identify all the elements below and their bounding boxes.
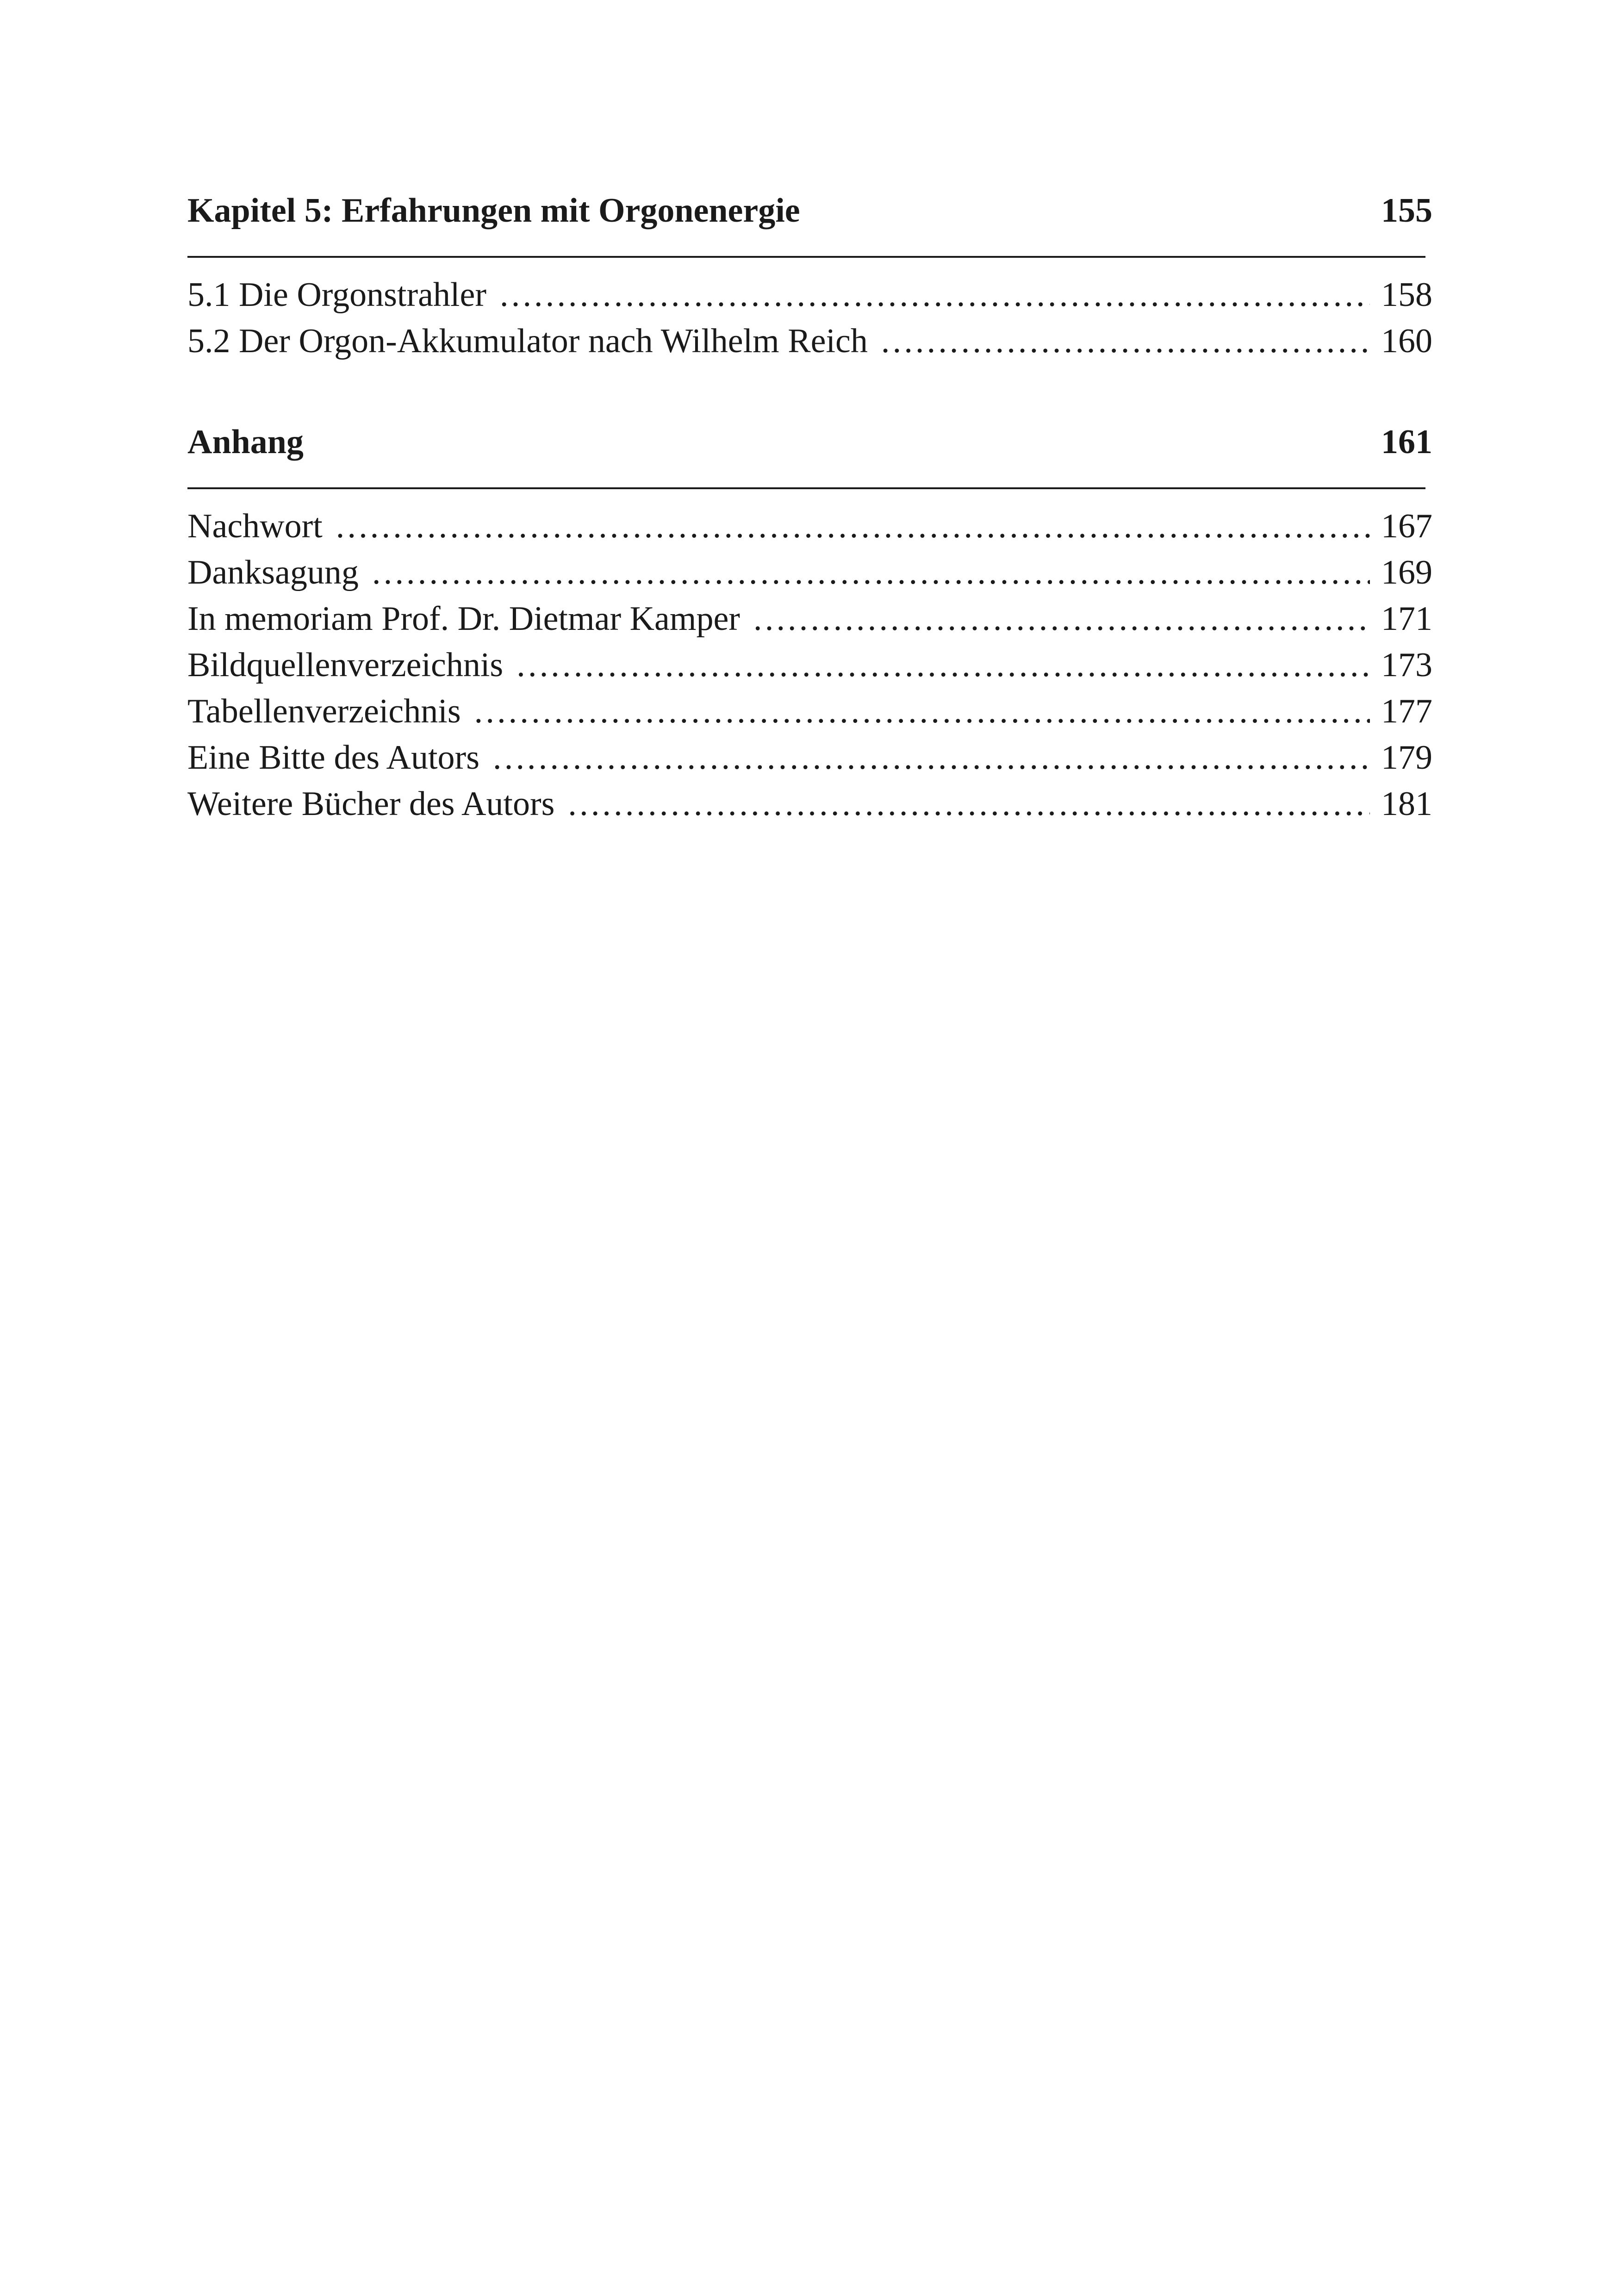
dot-leader	[473, 688, 1370, 734]
toc-entry[interactable]	[187, 642, 1432, 688]
dot-leader	[335, 503, 1370, 549]
toc-entry-page: 167	[1381, 507, 1432, 545]
section-heading-title: Kapitel 5: Erfahrungen mit Orgonenergie	[187, 192, 800, 230]
toc-entry-page: 169	[1381, 554, 1432, 591]
toc-entry-title: 5.1 Die Orgonstrahler	[187, 276, 486, 314]
toc-entry[interactable]	[187, 688, 1432, 734]
toc-entry-page: 181	[1381, 785, 1432, 823]
toc-entry[interactable]	[187, 734, 1432, 781]
toc-entry-title: 5.2 Der Orgon-Akkumulator nach Wilhelm Reich	[187, 322, 868, 360]
toc-entry[interactable]	[187, 596, 1432, 642]
toc-entry-title: In memoriam Prof. Dr. Dietmar Kamper	[187, 600, 740, 638]
toc-entry[interactable]	[187, 781, 1432, 827]
toc-entry[interactable]	[187, 318, 1432, 364]
toc-section-anhang	[187, 419, 1432, 827]
section-heading-title: Anhang	[187, 423, 304, 461]
dot-leader	[515, 642, 1370, 688]
toc-entry-page: 158	[1381, 276, 1432, 314]
toc-entry[interactable]	[187, 272, 1432, 318]
dot-leader	[492, 734, 1370, 781]
dot-leader	[498, 272, 1370, 318]
toc-entry-title: Tabellenverzeichnis	[187, 692, 461, 730]
toc-entry-title: Danksagung	[187, 554, 359, 591]
dot-leader	[371, 549, 1370, 596]
toc-section-kapitel-5	[187, 187, 1432, 364]
section-heading-page: 155	[1381, 192, 1432, 230]
toc-entry[interactable]	[187, 549, 1432, 596]
toc-entry-page: 160	[1381, 322, 1432, 360]
toc-entry-page: 177	[1381, 692, 1432, 730]
toc-entry-page: 179	[1381, 739, 1432, 777]
toc-entry-page: 171	[1381, 600, 1432, 638]
toc-entry-title: Nachwort	[187, 507, 323, 545]
toc-entry-title: Bildquellenverzeichnis	[187, 646, 504, 684]
heading-divider	[187, 487, 1425, 489]
dot-leader	[752, 596, 1370, 642]
toc-entry-list	[187, 272, 1432, 364]
toc-entry-page: 173	[1381, 646, 1432, 684]
section-heading[interactable]	[187, 419, 1432, 465]
dot-leader	[566, 781, 1370, 827]
dot-leader	[880, 318, 1370, 364]
toc-entry-title: Eine Bitte des Autors	[187, 739, 479, 777]
section-heading-page: 161	[1381, 423, 1432, 461]
section-heading[interactable]	[187, 187, 1432, 234]
heading-divider	[187, 256, 1425, 258]
toc-entry-list	[187, 503, 1432, 827]
toc-entry[interactable]	[187, 503, 1432, 549]
toc-entry-title: Weitere Bücher des Autors	[187, 785, 555, 823]
